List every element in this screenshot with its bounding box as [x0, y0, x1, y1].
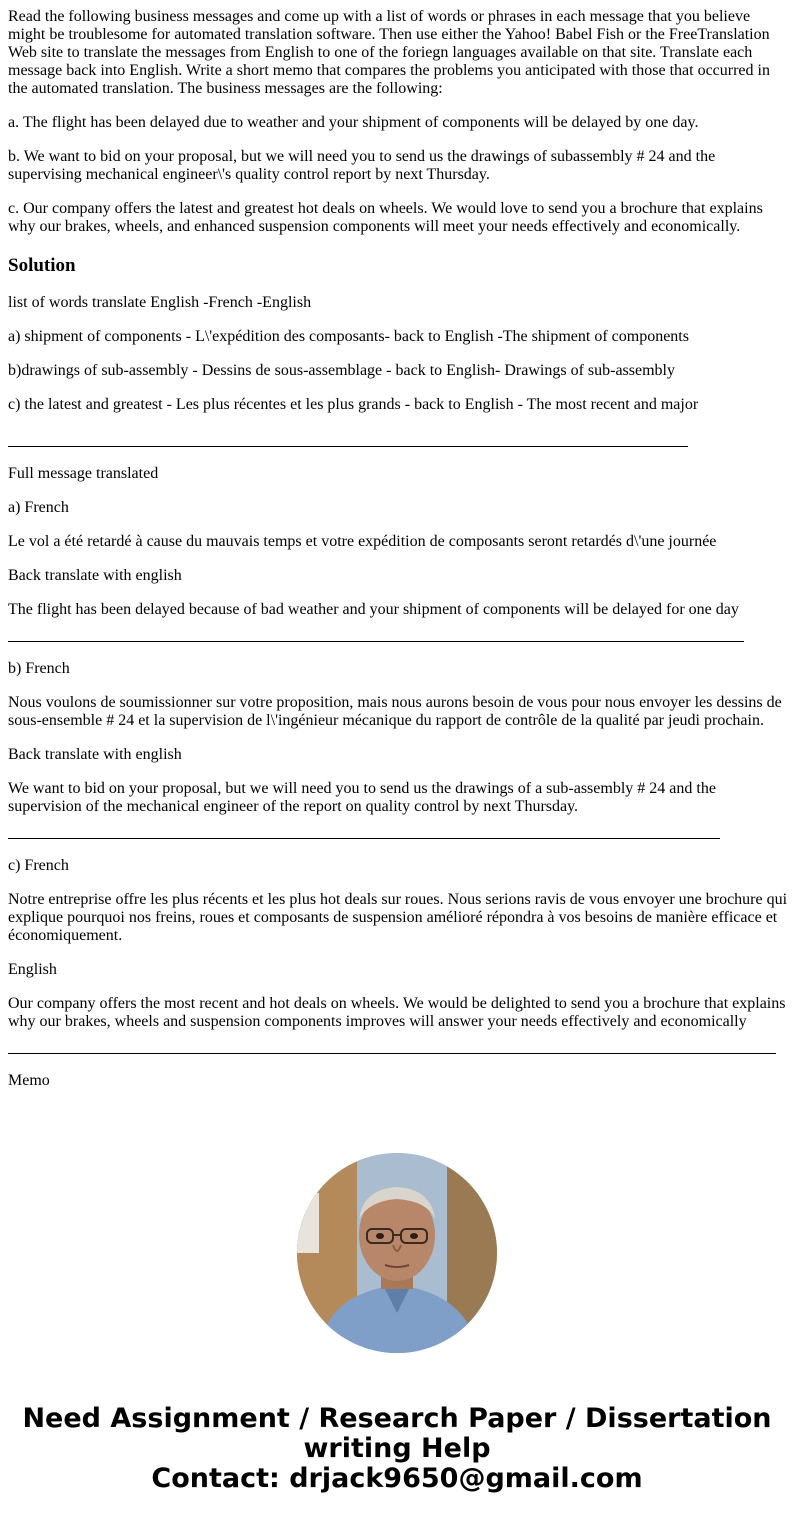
solution-heading: Solution	[8, 255, 76, 276]
divider	[8, 641, 744, 642]
contact-call-to-action	[0, 1404, 794, 1494]
cta-contact-email: Contact: drjack9650@gmail.com	[151, 1463, 643, 1494]
avatar	[297, 1153, 497, 1353]
section-c-back-label: English	[8, 961, 57, 978]
list-item-c: c) the latest and greatest - Les plus récentes et les plus grands - back to English - The most recent and major	[8, 396, 699, 413]
list-item-a: a) shipment of components - L\'expédition des composants- back to English -The shipment of components	[8, 328, 689, 345]
question-a: a. The flight has been delayed due to weather and your shipment of components will be delayed by one day.	[8, 114, 699, 131]
cta-line-2: writing Help	[303, 1433, 491, 1464]
promo-banner	[0, 1122, 794, 1523]
question-intro: Read the following business messages and come up with a list of words or phrases in each message that you believe might be troublesome for automated translation software. Then use either the Yahoo! Babel Fish or the FreeTranslation Web site to translate the messages from English to one of the foriegn languages available on that site. Translate each message back into English. Write a short memo that compares the problems you anticipated with those that occurred in the automated translation. The business messages are the following:	[8, 8, 770, 97]
full-message-title: Full message translated	[8, 465, 159, 482]
section-b-back: We want to bid on your proposal, but we will need you to send us the drawings of a sub-assembly # 24 and the supervision of the mechanical engineer of the report on quality control by next Thursday.	[8, 780, 716, 815]
section-c-back: Our company offers the most recent and hot deals on wheels. We would be delighted to send you a brochure that explains why our brakes, wheels and suspension components improves will answer your needs effectively and economically	[8, 995, 786, 1030]
section-c-label: c) French	[8, 857, 69, 874]
section-a-label: a) French	[8, 499, 69, 516]
section-b-back-label: Back translate with english	[8, 746, 182, 763]
person-photo-icon	[297, 1153, 497, 1353]
document-content	[8, 0, 788, 1122]
divider	[8, 1053, 776, 1054]
divider	[8, 446, 688, 447]
list-item-b: b)drawings of sub-assembly - Dessins de sous-assemblage - back to English- Drawings of sub-assembly	[8, 362, 675, 379]
list-title: list of words translate English -French -English	[8, 294, 312, 311]
section-a-french: Le vol a été retardé à cause du mauvais temps et votre expédition de composants seront retardés d\'une journée	[8, 533, 717, 550]
section-b-label: b) French	[8, 660, 70, 677]
divider	[8, 838, 720, 839]
question-b: b. We want to bid on your proposal, but we will need you to send us the drawings of subassembly # 24 and the supervising mechanical engineer\'s quality control report by next Thursday.	[8, 148, 716, 183]
section-a-back-label: Back translate with english	[8, 567, 182, 584]
section-a-back: The flight has been delayed because of bad weather and your shipment of components will be delayed for one day	[8, 601, 739, 618]
cta-line-1: Need Assignment / Research Paper / Dissertation	[22, 1403, 772, 1434]
question-c: c. Our company offers the latest and greatest hot deals on wheels. We would love to send you a brochure that explains why our brakes, wheels, and enhanced suspension components will meet your needs effectively and economically.	[8, 200, 763, 235]
memo-heading-cut: Memo	[8, 1072, 50, 1089]
section-b-french: Nous voulons de soumissionner sur votre proposition, mais nous aurons besoin de vous pour nous envoyer les dessins de sous-ensemble # 24 et la supervision de l\'ingénieur mécanique du rapport de contrôle de la qualité par jeudi prochain.	[8, 694, 782, 729]
section-c-french: Notre entreprise offre les plus récents et les plus hot deals sur roues. Nous serions ravis de vous envoyer une brochure qui explique pourquoi nos freins, roues et composants de suspension amélioré répondra à vos besoins de manière efficace et économiquement.	[8, 891, 788, 944]
